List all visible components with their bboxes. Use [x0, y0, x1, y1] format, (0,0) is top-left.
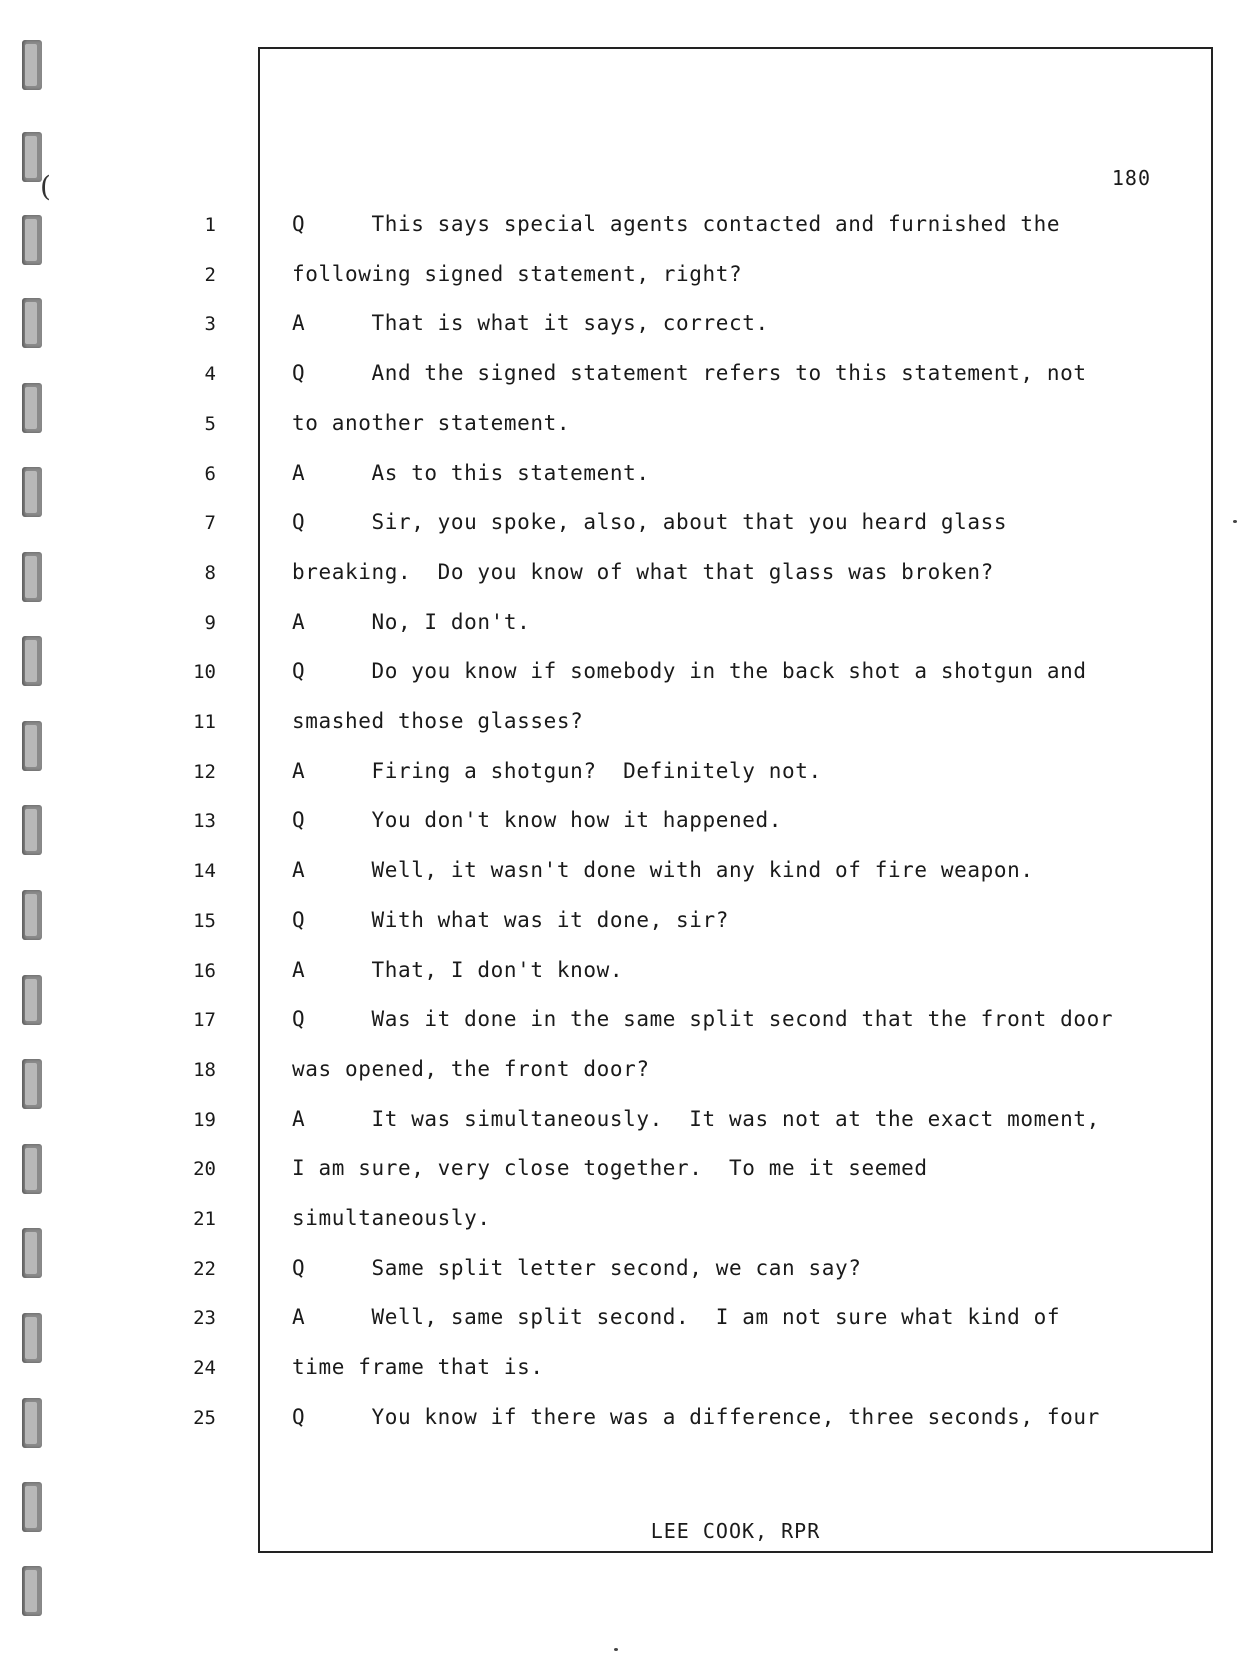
line-number: 14 — [193, 860, 216, 882]
line-number: 25 — [193, 1407, 216, 1429]
binder-hole — [22, 721, 42, 771]
line-number: 12 — [193, 761, 216, 783]
line-number: 18 — [193, 1059, 216, 1081]
line-number: 24 — [193, 1357, 216, 1379]
transcript-line: time frame that is. — [292, 1355, 544, 1379]
transcript-line: A That, I don't know. — [292, 958, 624, 982]
line-number: 23 — [193, 1307, 216, 1329]
line-number: 15 — [193, 910, 216, 932]
transcript-line: to another statement. — [292, 411, 571, 435]
line-number: 5 — [204, 413, 216, 435]
scan-speck — [1233, 520, 1237, 523]
line-number: 20 — [193, 1158, 216, 1180]
binder-hole — [22, 1059, 42, 1109]
line-number: 21 — [193, 1208, 216, 1230]
binder-hole — [22, 1228, 42, 1278]
transcript-line: A Well, same split second. I am not sure what kind of — [292, 1305, 1061, 1329]
reporter-footer: LEE COOK, RPR — [650, 1519, 821, 1543]
line-number: 7 — [204, 512, 216, 534]
scan-speck — [614, 1648, 618, 1651]
transcript-line: A No, I don't. — [292, 610, 531, 634]
transcript-line: Q Same split letter second, we can say? — [292, 1256, 862, 1280]
transcript-line: Q This says special agents contacted and furnished the — [292, 212, 1061, 236]
line-number: 11 — [193, 711, 216, 733]
binder-hole — [22, 132, 42, 182]
binder-hole — [22, 40, 42, 90]
transcript-line: Q Sir, you spoke, also, about that you heard glass — [292, 510, 1008, 534]
line-number: 3 — [204, 313, 216, 335]
line-number: 4 — [204, 363, 216, 385]
transcript-line: A Well, it wasn't done with any kind of fire weapon. — [292, 858, 1034, 882]
transcript-line: simultaneously. — [292, 1206, 491, 1230]
transcript-line: A It was simultaneously. It was not at the exact moment, — [292, 1107, 1100, 1131]
binder-hole — [22, 636, 42, 686]
transcript-line: A As to this statement. — [292, 461, 650, 485]
binder-hole — [22, 215, 42, 265]
transcript-line: Q You don't know how it happened. — [292, 808, 782, 832]
margin-mark: ( — [40, 170, 51, 203]
line-number: 19 — [193, 1109, 216, 1131]
binder-hole — [22, 467, 42, 517]
line-number: 1 — [204, 214, 216, 236]
transcript-line: A That is what it says, correct. — [292, 311, 769, 335]
line-number: 6 — [204, 463, 216, 485]
binder-holes — [22, 0, 46, 1659]
transcript-line: Q You know if there was a difference, three seconds, four — [292, 1405, 1100, 1429]
transcript-line: A Firing a shotgun? Definitely not. — [292, 759, 822, 783]
binder-hole — [22, 1313, 42, 1363]
transcript-line: was opened, the front door? — [292, 1057, 650, 1081]
transcript-line: Q Do you know if somebody in the back shot a shotgun and — [292, 659, 1087, 683]
page-number: 180 — [1111, 166, 1151, 190]
line-number: 9 — [204, 612, 216, 634]
binder-hole — [22, 1482, 42, 1532]
line-number: 22 — [193, 1258, 216, 1280]
binder-hole — [22, 890, 42, 940]
transcript-line: breaking. Do you know of what that glass was broken? — [292, 560, 994, 584]
transcript-line: I am sure, very close together. To me it seemed — [292, 1156, 928, 1180]
binder-hole — [22, 805, 42, 855]
transcript-line: Q And the signed statement refers to this statement, not — [292, 361, 1087, 385]
binder-hole — [22, 298, 42, 348]
line-number: 17 — [193, 1009, 216, 1031]
transcript-line: following signed statement, right? — [292, 262, 743, 286]
line-number: 13 — [193, 810, 216, 832]
binder-hole — [22, 1566, 42, 1616]
binder-hole — [22, 552, 42, 602]
line-number: 10 — [193, 661, 216, 683]
line-number: 2 — [204, 264, 216, 286]
transcript-line: Q Was it done in the same split second that the front door — [292, 1007, 1114, 1031]
line-number: 16 — [193, 960, 216, 982]
transcript-line: smashed those glasses? — [292, 709, 584, 733]
line-number: 8 — [204, 562, 216, 584]
transcript-line: Q With what was it done, sir? — [292, 908, 730, 932]
binder-hole — [22, 975, 42, 1025]
binder-hole — [22, 1398, 42, 1448]
binder-hole — [22, 383, 42, 433]
binder-hole — [22, 1144, 42, 1194]
